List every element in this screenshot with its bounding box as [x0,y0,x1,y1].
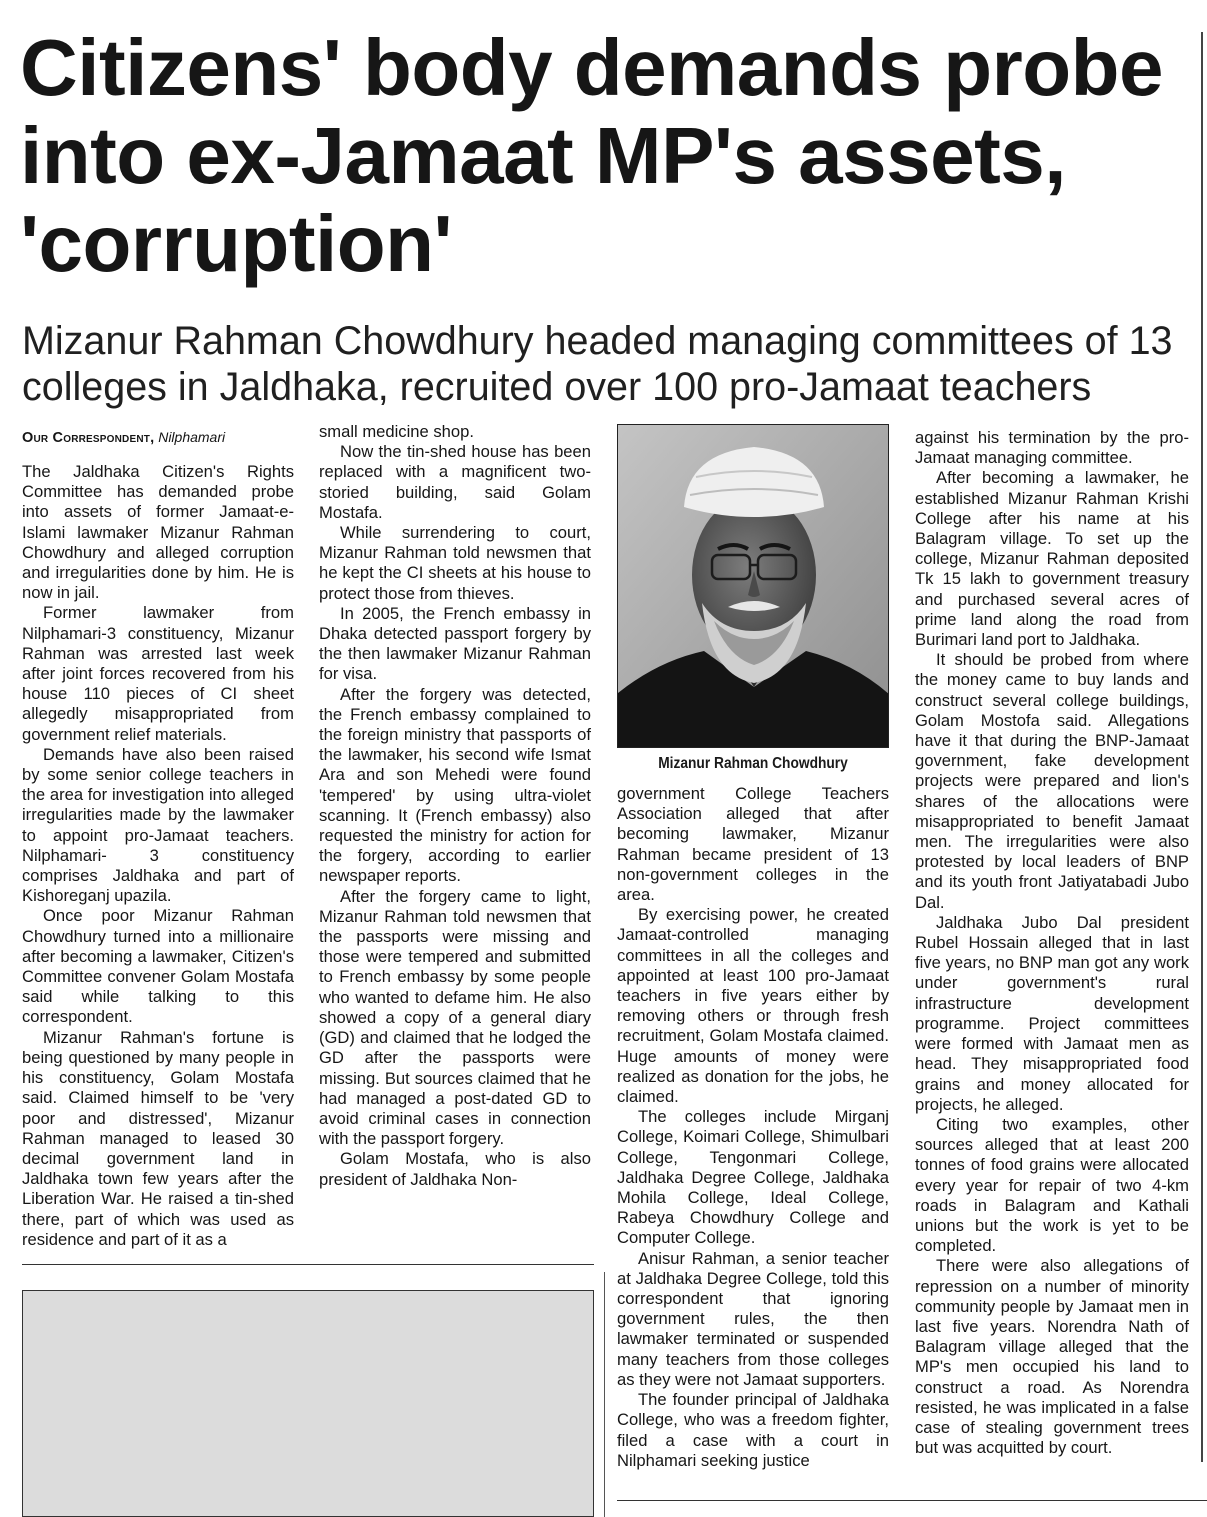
paragraph: The Jaldhaka Citizen's Rights Committee has demanded probe into assets of former Jamaat-e-Islami lawmaker Mizanur Rahman Chowdhury and alleged corruption and irregularities done by him. He is now in jail. [22,462,294,603]
paragraph: against his termination by the pro-Jamaat managing committee. [915,428,1189,468]
paragraph: It should be probed from where the money came to buy lands and construct several college buildings, Golam Mostofa said. Allegations have it that during the BNP-Jamaat government, fake development projects were prepared and lion's shares of the allocations were misappropriated to benefit Jamaat men. The irregularities were also protested by local leaders of BNP and its youth front Jatiyatabadi Jubo Dal. [915,650,1189,912]
byline [22,428,294,447]
portrait-photo [617,424,889,748]
paragraph: Demands have also been raised by some senior college teachers in the area for investigation into alleged irregularities made by the lawmaker to appoint pro-Jamaat teachers. Nilphamari- 3 constituency comprises Jaldhaka and part of Kishoreganj upazila. [22,744,294,906]
paragraph: Now the tin-shed house has been replaced with a magnificent two-storied building, said Golam Mostafa. [319,442,591,522]
paragraph: Former lawmaker from Nilphamari-3 constituency, Mizanur Rahman was arrested last week after joint forces recovered from his house 110 pieces of CI sheet allegedly misappropriated from government relief materials. [22,603,294,744]
paragraph: Jaldhaka Jubo Dal president Rubel Hossain alleged that in last five years, no BNP man got any work under government's rural infrastructure development programme. Project committees were formed with Jamaat men as head. They misappropriated food grains and money allocated for projects, he alleged. [915,912,1189,1114]
paragraph: In 2005, the French embassy in Dhaka detected passport forgery by the then lawmaker Mizanur Rahman for visa. [319,603,591,684]
paragraph: Once poor Mizanur Rahman Chowdhury turned into a millionaire after becoming a lawmaker, Citizen's Committee convener Golam Mostafa said while talking to this correspondent. [22,906,294,1027]
subheadline: Mizanur Rahman Chowdhury headed managing committees of 13 colleges in Jaldhaka, recruited over 100 pro-Jamaat teachers [22,319,1173,409]
column-divider [604,1272,605,1517]
portrait-image [618,425,889,748]
headline: Citizens' body demands probe into ex-Jamaat MP's assets, 'corruption' [20,23,1163,288]
paragraph: small medicine shop. [319,422,474,441]
paragraph: Anisur Rahman, a senior teacher at Jaldhaka Degree College, told this correspondent that ignoring government rules, the then lawmaker terminated or suspended many teachers from those colleges as they were not Jamaat supporters. [617,1248,889,1389]
paragraph: The colleges include Mirganj College, Koimari College, Shimulbari College, Tengonmari College, Jaldhaka Degree College, Jaldhaka Mohila College, Ideal College, Rabeya Chowdhury College and Computer College. [617,1107,889,1248]
paragraph: While surrendering to court, Mizanur Rahman told newsmen that he kept the CI sheets at his house to protect those from thieves. [319,523,591,603]
article-column-2 [319,422,591,1190]
article-column-3 [617,784,889,1471]
paragraph: government College Teachers Association alleged that after becoming lawmaker, Mizanur Rahman became president of 13 non-government colleges in the area. [617,784,889,905]
paragraph: Mizanur Rahman's fortune is being questioned by many people in his constituency, Golam Mostafa said. Claimed himself to be 'very poor and distressed', Mizanur Rahman managed to leased 30 decimal government land in Jaldhaka town few years after the Liberation War. He raised a tin-shed there, part of which was used as residence and part of it as a [22,1027,294,1249]
paragraph: Citing two examples, other sources alleged that at least 200 tonnes of food grains were allocated every year for repair of two 4-km roads in Balagram and Kathali unions but the work is yet to be completed. [915,1114,1189,1256]
paragraph: After the forgery was detected, the French embassy complained to the foreign ministry that passports of the lawmaker, his second wife Ismat Ara and son Mehedi were found 'tempered' by using ultra-violet scanning. It (French embassy) also requested the ministry for action for the forgery, according to earlier newspaper reports. [319,684,591,886]
paragraph: There were also allegations of repression on a number of minority community people by Jamaat men in last five years. Norendra Nath of Balagram village alleged that the MP's men occupied his land to construct a road. As Norendra resisted, he was implicated in a false case of stealing government trees but was acquitted by court. [915,1256,1189,1458]
section-divider [22,1264,594,1265]
article-column-1 [22,462,294,1250]
photo-caption: Mizanur Rahman Chowdhury [658,755,848,772]
paragraph: By exercising power, he created Jamaat-controlled managing committees in all the colleges and appointed at least 100 pro-Jamaat teachers in five years either by removing others or through fresh recruitment, Golam Mostafa claimed. Huge amounts of money were realized as donation for the jobs, he claimed. [617,905,889,1107]
bottom-divider [617,1500,1207,1501]
paragraph: The founder principal of Jaldhaka College, who was a freedom fighter, filed a case with a court in Nilphamari seeking justice [617,1390,889,1470]
paragraph: After becoming a lawmaker, he established Mizanur Rahman Krishi College after his name at his Balagram village. To set up the college, Mizanur Rahman deposited Tk 15 lakh to government treasury and purchased several acres of prime land along the road from Burimari land port to Jaldhaka. [915,468,1189,650]
paragraph: After the forgery came to light, Mizanur Rahman told newsmen that the passports were missing and those were tempered and submitted to French embassy by some people who wanted to defame him. He also showed a copy of a general diary (GD) and claimed that he lodged the GD after the passports were missing. But sources claimed that he had managed a post-dated GD to avoid criminal cases in connection with the passport forgery. [319,886,591,1149]
paragraph: Golam Mostafa, who is also president of Jaldhaka Non- [319,1149,591,1189]
byline-place: Nilphamari [158,429,226,445]
advertisement-placeholder [22,1290,594,1517]
article-column-4 [915,428,1189,1458]
page-edge-rule [1201,32,1203,1462]
byline-name: Our Correspondent, [22,430,155,446]
